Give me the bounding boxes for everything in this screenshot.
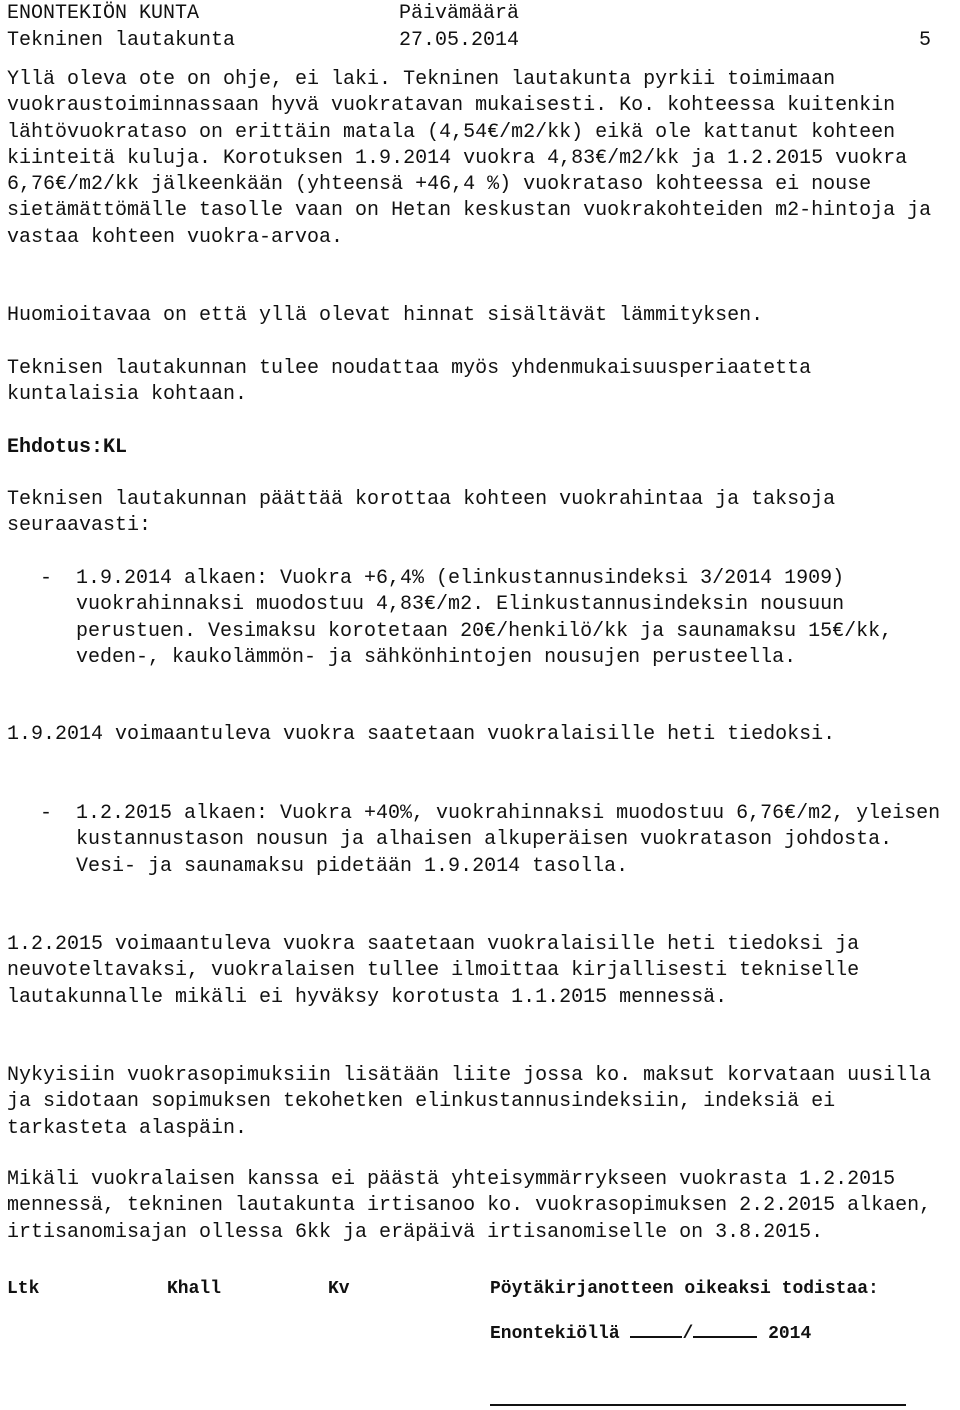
committee-name: Tekninen lautakunta bbox=[7, 29, 236, 52]
municipality-name: ENONTEKIÖN KUNTA bbox=[7, 2, 200, 25]
meeting-date: 27.05.2014 bbox=[399, 29, 520, 52]
month-blank bbox=[693, 1322, 757, 1338]
paragraph-contract-appendix: Nykyisiin vuokrasopimuksiin lisätään liite jossa ko. maksut korvataan uusilla ja sidotaan sopimuksen tekohetken elinkustannusindeksiin, indeksiä ei tarkasteta alaspäin. bbox=[7, 1064, 932, 1140]
footer-ltk: Ltk bbox=[7, 1279, 40, 1299]
list-dash: - bbox=[40, 567, 53, 590]
date-slash: / bbox=[682, 1324, 694, 1344]
list-item-text: 1.2.2015 alkaen: Vuokra +40%, vuokrahinnaksi muodostuu 6,76€/m2, yleisen kustannustason nousun ja alhaisen alkuperäisen vuokratason johdosta. Vesi- ja saunamaksu pidetään 1.9.2014 tasolla. bbox=[76, 802, 941, 878]
paragraph-rent-justification: Yllä oleva ote on ohje, ei laki. Tekninen lautakunta pyrkii toimimaan vuokraustoiminnassaan hyvä vuokratavan mukaisesti. Ko. kohteessa kuitenkin lähtövuokrataso on erittäin matala (4,54€/m2/kk) eikä ole kattanut kohteen kiinteitä kuluja. Korotuksen 1.9.2014 vuokra 4,83€/m2/kk ja 1.2.2015 vuokra 6,76€/m2/kk jälkeenkään (yhteensä +46,4 %) vuokrataso kohteessa ei nouse sietämättömälle tasolle vaan on Hetan keskustan vuokrakohteiden m2-hintoja ja vastaa kohteen vuokra-arvoa. bbox=[7, 68, 932, 249]
footer-kv: Kv bbox=[328, 1279, 350, 1299]
day-blank bbox=[630, 1322, 682, 1338]
paragraph-proposal-intro: Teknisen lautakunnan päättää korottaa kohteen vuokrahintaa ja taksoja seuraavasti: bbox=[7, 488, 836, 538]
paragraph-notice-2014: 1.9.2014 voimaantuleva vuokra saatetaan vuokralaisille heti tiedoksi. bbox=[7, 723, 836, 746]
paragraph-equality-principle: Teknisen lautakunnan tulee noudattaa myös yhdenmukaisuusperiaatetta kuntalaisia kohtaan. bbox=[7, 357, 812, 407]
proposal-heading: Ehdotus:KL bbox=[7, 436, 128, 459]
list-dash: - bbox=[40, 802, 53, 825]
paragraph-notice-2015: 1.2.2015 voimaantuleva vuokra saatetaan vuokralaisille heti tiedoksi ja neuvoteltavaksi, vuokralaisen tullee ilmoittaa kirjallisesti tekniselle lautakunnalle mikäli ei hyväksy korotusta 1.1.2015 mennessä. bbox=[7, 933, 860, 1009]
footer-khall: Khall bbox=[167, 1279, 222, 1299]
signature-line bbox=[490, 1404, 906, 1406]
footer-place-date bbox=[490, 1322, 811, 1344]
footer-place: Enontekiöllä bbox=[490, 1324, 620, 1344]
page-number: 5 bbox=[919, 29, 932, 52]
footer-certify-label: Pöytäkirjanotteen oikeaksi todistaa: bbox=[490, 1279, 879, 1299]
paragraph-heating-note: Huomioitavaa on että yllä olevat hinnat sisältävät lämmityksen. bbox=[7, 304, 764, 327]
date-label: Päivämäärä bbox=[399, 2, 520, 25]
list-item-text: 1.9.2014 alkaen: Vuokra +6,4% (elinkustannusindeksi 3/2014 1909) vuokrahinnaksi muodostuu 4,83€/m2. Elinkustannusindeksin nousuun perustuen. Vesimaksu korotetaan 20€/henkilö/kk ja saunamaksu 15€/kk, veden-, kaukolämmön- ja sähkönhintojen nousujen perusteella. bbox=[76, 567, 893, 669]
footer-year: 2014 bbox=[768, 1324, 812, 1344]
paragraph-termination: Mikäli vuokralaisen kanssa ei päästä yhteisymmärrykseen vuokrasta 1.2.2015 mennessä, tekninen lautakunta irtisanoo ko. vuokrasopimuksen 2.2.2015 alkaen, irtisanomisajan ollessa 6kk ja eräpäivä irtisanomiselle on 3.8.2015. bbox=[7, 1168, 932, 1244]
